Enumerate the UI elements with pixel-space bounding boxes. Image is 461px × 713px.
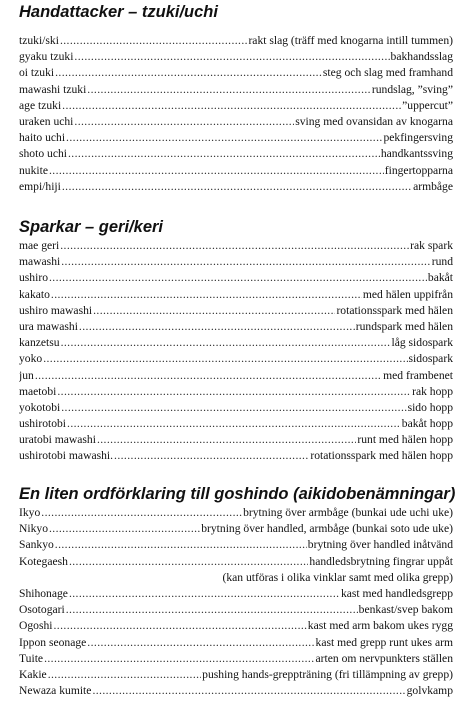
glossary-row xyxy=(19,130,453,146)
glossary-term: uratobi mawashi xyxy=(19,433,96,447)
glossary-continuation: (kan utföras i olika vinklar samt med olika grepp) xyxy=(222,570,453,584)
glossary-term: tzuki/ski xyxy=(19,34,59,47)
glossary-definition: handledsbrytning fingrar uppåt xyxy=(309,554,453,568)
glossary-row xyxy=(19,586,453,602)
glossary-term: Kakie xyxy=(19,667,47,681)
glossary-row xyxy=(19,49,453,65)
glossary-term: ushirotobi mawashi. xyxy=(19,449,114,463)
glossary-row xyxy=(19,602,453,618)
glossary-row xyxy=(19,448,453,464)
glossary-definition: fingertopparna xyxy=(384,163,453,177)
glossary-row xyxy=(19,416,453,432)
kicks-list xyxy=(19,238,453,465)
dot-leader xyxy=(55,537,307,553)
dot-leader xyxy=(60,33,248,49)
glossary-term: maetobi xyxy=(19,384,57,398)
glossary-definition: brytning över armbåge (bunkai ude uchi uke) xyxy=(243,506,453,519)
glossary-term: mawashi xyxy=(19,255,61,269)
glossary-row xyxy=(19,537,453,553)
glossary-row xyxy=(19,400,453,416)
glossary-term: oi tzuki xyxy=(19,66,55,80)
glossary-term: Newaza kumite xyxy=(19,684,92,698)
glossary-definition: rund xyxy=(431,255,453,269)
dot-leader xyxy=(55,65,322,81)
dot-leader xyxy=(67,416,401,432)
dot-leader xyxy=(57,384,411,400)
section-title-goshindo-glossary: En liten ordförklaring till goshindo (aikidobenämningar) xyxy=(19,485,456,503)
glossary-definition: pekfingersving xyxy=(383,131,453,145)
glossary-row xyxy=(19,351,453,367)
glossary-row xyxy=(19,82,453,98)
dot-leader xyxy=(62,179,412,195)
glossary-row xyxy=(19,554,453,570)
glossary-row xyxy=(19,65,453,81)
glossary-definition: rotationsspark med hälen xyxy=(336,303,453,317)
dot-leader xyxy=(60,238,409,254)
glossary-term: kakato xyxy=(19,287,50,301)
glossary-row xyxy=(19,254,453,270)
glossary-term: mawashi tzuki xyxy=(19,82,87,96)
glossary-definition: armbåge xyxy=(413,179,453,193)
dot-leader xyxy=(93,303,335,319)
glossary-term: ushirotobi xyxy=(19,417,67,431)
dot-leader xyxy=(51,287,362,303)
glossary-row xyxy=(19,319,453,335)
glossary-term: ura mawashi xyxy=(19,319,78,333)
glossary-row xyxy=(19,335,453,351)
dot-leader xyxy=(61,335,391,351)
dot-leader xyxy=(68,146,380,162)
dot-leader xyxy=(48,667,201,683)
glossary-term: Kotegaesh xyxy=(19,554,68,568)
glossary-term: haito uchi xyxy=(19,131,66,145)
glossary-term: Ikyo xyxy=(19,506,41,519)
glossary-row xyxy=(19,114,453,130)
hand-attacks-list xyxy=(19,33,453,195)
glossary-definition: bakåt xyxy=(427,271,453,285)
dot-leader xyxy=(74,114,294,130)
glossary-definition: sido hopp xyxy=(407,400,453,414)
glossary-row xyxy=(19,163,453,179)
glossary-row xyxy=(19,33,453,49)
glossary-definition: handkantssving xyxy=(380,147,453,161)
dot-leader xyxy=(49,521,200,537)
glossary-definition: steg och slag med framhand xyxy=(322,66,453,80)
glossary-row xyxy=(19,521,453,537)
glossary-term: age tzuki xyxy=(19,98,62,112)
glossary-definition: benkast/svep bakom xyxy=(358,603,453,617)
dot-leader xyxy=(54,618,307,634)
glossary-row xyxy=(19,238,453,254)
dot-leader xyxy=(35,368,382,384)
dot-leader xyxy=(62,98,401,114)
glossary-term: Osotogari xyxy=(19,603,65,617)
glossary-term: Tuite xyxy=(19,651,44,665)
dot-leader xyxy=(114,448,309,464)
glossary-term: Shihonage xyxy=(19,586,68,600)
glossary-term: mae geri xyxy=(19,239,60,252)
glossary-term: ushiro xyxy=(19,271,48,285)
glossary-row xyxy=(19,651,453,667)
glossary-row xyxy=(19,384,453,400)
dot-leader xyxy=(79,319,355,335)
dot-leader xyxy=(97,432,356,448)
glossary-term: Sankyo xyxy=(19,538,54,552)
dot-leader xyxy=(41,505,242,521)
goshindo-glossary-list xyxy=(19,505,453,699)
dot-leader xyxy=(66,130,382,146)
glossary-definition: låg sidospark xyxy=(391,336,453,350)
glossary-row xyxy=(19,98,453,114)
glossary-row xyxy=(19,270,453,286)
glossary-definition: rotationsspark med hälen hopp xyxy=(310,449,453,463)
dot-leader xyxy=(87,82,371,98)
glossary-definition: golvkamp xyxy=(406,684,453,698)
glossary-term: Ippon seonage xyxy=(19,635,87,649)
glossary-definition: runt med hälen hopp xyxy=(357,433,453,447)
dot-leader xyxy=(61,400,406,416)
dot-leader xyxy=(44,651,314,667)
glossary-row xyxy=(19,667,453,683)
glossary-row xyxy=(19,146,453,162)
dot-leader xyxy=(43,351,407,367)
dot-leader xyxy=(69,586,340,602)
glossary-definition: bakåt hopp xyxy=(401,417,453,431)
glossary-row xyxy=(19,635,453,651)
glossary-definition: rundslag, ”sving” xyxy=(371,82,453,96)
glossary-definition: brytning över handled inåtvänd xyxy=(307,538,453,552)
glossary-definition: rak spark xyxy=(410,239,453,252)
glossary-term: nukite xyxy=(19,163,48,177)
glossary-term: gyaku tzuki xyxy=(19,50,74,64)
glossary-definition: kast med arm bakom ukes rygg xyxy=(307,619,453,633)
glossary-row xyxy=(19,683,453,699)
glossary-term: Nikyo xyxy=(19,522,48,536)
glossary-row xyxy=(19,287,453,303)
glossary-row-continuation xyxy=(19,570,453,586)
section-title-hand-attacks: Handattacker – tzuki/uchi xyxy=(19,3,218,21)
dot-leader xyxy=(49,163,384,179)
glossary-row xyxy=(19,368,453,384)
glossary-definition: sving med ovansidan av knogarna xyxy=(295,114,453,128)
glossary-row xyxy=(19,618,453,634)
glossary-definition: rak hopp xyxy=(412,384,453,398)
glossary-definition: med hälen uppifrån xyxy=(362,287,453,301)
glossary-term: jun xyxy=(19,368,34,382)
dot-leader xyxy=(74,49,389,65)
dot-leader xyxy=(69,554,308,570)
dot-leader xyxy=(61,254,431,270)
glossary-row xyxy=(19,303,453,319)
glossary-term: uraken uchi xyxy=(19,114,74,128)
glossary-definition: rundspark med hälen xyxy=(355,319,453,333)
glossary-term: empi/hiji xyxy=(19,179,61,193)
glossary-definition: pushing hands-greppträning (fri tillämpning av grepp) xyxy=(202,667,453,681)
glossary-term: ushiro mawashi xyxy=(19,303,93,317)
glossary-definition: kast med handledsgrepp xyxy=(340,586,453,600)
glossary-term: shoto uchi xyxy=(19,147,67,161)
glossary-definition: rakt slag (träff med knogarna intill tummen) xyxy=(248,34,453,47)
glossary-row xyxy=(19,505,453,521)
dot-leader xyxy=(87,635,314,651)
glossary-definition: ”uppercut” xyxy=(402,98,453,112)
glossary-definition: med frambenet xyxy=(383,368,453,382)
glossary-term: yoko xyxy=(19,352,43,366)
section-title-kicks: Sparkar – geri/keri xyxy=(19,218,164,236)
glossary-row xyxy=(19,179,453,195)
glossary-term: Ogoshi xyxy=(19,619,53,633)
dot-leader xyxy=(92,683,405,699)
glossary-definition: bakhandsslag xyxy=(390,50,453,64)
glossary-term: kanzetsu xyxy=(19,336,60,350)
glossary-row xyxy=(19,432,453,448)
glossary-term: yokotobi xyxy=(19,400,61,414)
glossary-definition: sidospark xyxy=(408,352,453,366)
glossary-definition: arten om nervpunkters ställen xyxy=(315,651,453,665)
dot-leader xyxy=(49,270,427,286)
glossary-definition: kast med grepp runt ukes arm xyxy=(315,635,453,649)
dot-leader xyxy=(66,602,358,618)
glossary-definition: brytning över handled, armbåge (bunkai soto ude uke) xyxy=(201,522,453,536)
